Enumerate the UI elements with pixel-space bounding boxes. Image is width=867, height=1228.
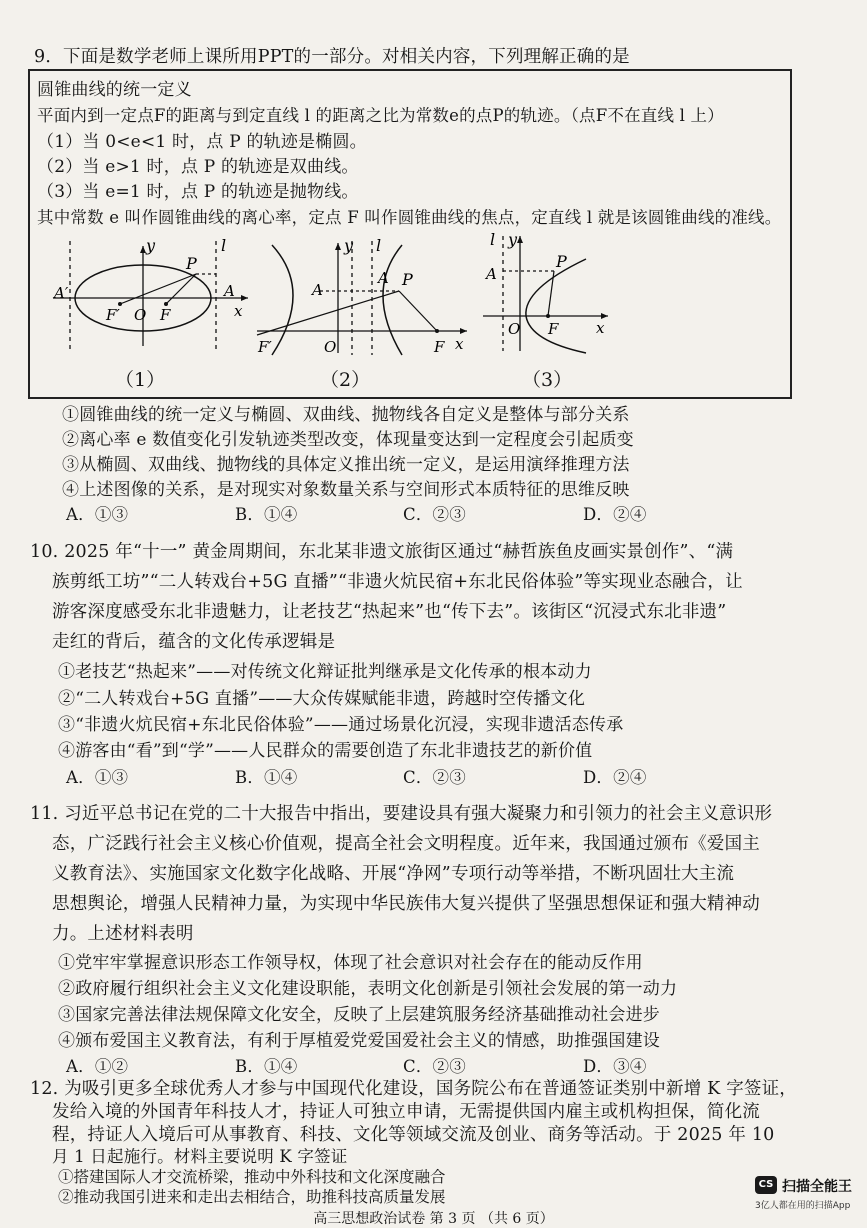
svg-text:O: O xyxy=(508,320,521,338)
q10-line-4: 走红的背后，蕴含的文化传承逻辑是 xyxy=(52,632,336,652)
watermark-tagline: 3亿人都在用的扫描App xyxy=(755,1201,851,1211)
page-footer: 高三思想政治试卷 第 3 页 （共 6 页） xyxy=(313,1211,554,1227)
q11-statement-2: ②政府履行组织社会主义文化建设职能，表明文化创新是引领社会发展的第一动力 xyxy=(58,979,678,999)
q10-line-1: 10. 2025 年“十一” 黄金周期间，东北某非遗文旅街区通过“赫哲族鱼皮画实景创作”、“满 xyxy=(30,542,734,562)
fig3-label: （3） xyxy=(522,369,573,391)
svg-text:O: O xyxy=(324,338,337,356)
q9-stem: 9．下面是数学老师上课所用PPT的一部分。对相关内容，下列理解正确的是 xyxy=(34,47,630,67)
svg-text:A: A xyxy=(486,265,497,283)
q10-statement-3: ③“非遗火炕民宿+东北民俗体验”——通过场景化沉浸，实现非遗活态传承 xyxy=(58,715,624,735)
q9-option-c: C．②③ xyxy=(403,505,466,524)
q12-statement-1: ①搭建国际人才交流桥梁，推动中外科技和文化深度融合 xyxy=(58,1168,446,1186)
svg-text:A′: A′ xyxy=(54,284,69,302)
svg-text:y: y xyxy=(146,236,156,255)
q9-option-a: A．①③ xyxy=(66,505,129,524)
box-line4: （3）当 e=1 时，点 P 的轨迹是抛物线。 xyxy=(37,182,359,202)
q10-option-d: D．②④ xyxy=(583,768,647,787)
q12-line-2: 发给入境的外国青年科技人才，持证人可独立申请，无需提供国内雇主或机构担保，简化流 xyxy=(52,1102,760,1122)
svg-text:F′: F′ xyxy=(106,306,120,324)
q10-option-a: A．①③ xyxy=(66,768,129,787)
q12-line-4: 月 1 日起施行。材料主要说明 K 字签证 xyxy=(52,1147,348,1166)
hyperbola-figure xyxy=(252,233,472,358)
box-line2: （1）当 0<e<1 时，点 P 的轨迹是椭圆。 xyxy=(37,132,367,152)
q12-statement-2: ②推动我国引进来和走出去相结合，助推科技高质量发展 xyxy=(58,1188,446,1206)
svg-text:A: A xyxy=(312,281,323,299)
svg-text:F: F xyxy=(160,306,171,324)
q10-option-b: B．①④ xyxy=(235,768,298,787)
fig2-label: （2） xyxy=(320,369,371,391)
watermark-app-name: 扫描全能王 xyxy=(782,1179,852,1195)
q10-option-c: C．②③ xyxy=(403,768,466,787)
q11-statement-3: ③国家完善法律法规保障文化安全，反映了上层建筑服务经济基础推动社会进步 xyxy=(58,1005,660,1025)
svg-text:P: P xyxy=(186,254,197,273)
q10-line-3: 游客深度感受东北非遗魅力，让老技艺“热起来”也“传下去”。该街区“沉浸式东北非遗” xyxy=(52,602,727,622)
q9-statement-1: ①圆锥曲线的统一定义与椭圆、双曲线、抛物线各自定义是整体与部分关系 xyxy=(62,405,630,425)
box-line3: （2）当 e>1 时，点 P 的轨迹是双曲线。 xyxy=(37,157,359,177)
svg-text:F: F xyxy=(434,338,445,356)
q11-line-2: 态，广泛践行社会主义核心价值观，提高全社会文明程度。近年来，我国通过颁布《爱国主 xyxy=(52,834,760,854)
svg-text:F: F xyxy=(548,320,559,338)
fig1-label: （1） xyxy=(115,369,166,391)
svg-text:y: y xyxy=(344,236,354,255)
q9-statement-3: ③从椭圆、双曲线、抛物线的具体定义推出统一定义，是运用演绎推理方法 xyxy=(62,455,630,475)
svg-text:x: x xyxy=(234,302,243,320)
q11-option-a: A．①② xyxy=(66,1057,129,1076)
svg-text:x: x xyxy=(455,335,464,353)
q12-line-1: 12. 为吸引更多全球优秀人才参与中国现代化建设，国务院公布在普通签证类别中新增 K 字签证， xyxy=(30,1079,797,1099)
svg-text:l: l xyxy=(490,231,496,249)
q10-line-2: 族剪纸工坊”“二人转戏台+5G 直播”“非遗火炕民宿+东北民俗体验”等实现业态融合，让 xyxy=(52,572,743,592)
q11-statement-1: ①党牢牢掌握意识形态工作领导权，体现了社会意识对社会存在的能动反作用 xyxy=(58,953,643,973)
q10-statement-1: ①老技艺“热起来”——对传统文化辩证批判继承是文化传承的根本动力 xyxy=(58,662,592,682)
svg-text:A: A xyxy=(224,282,235,300)
box-line5: 其中常数 e 叫作圆锥曲线的离心率，定点 F 叫作圆锥曲线的焦点，定直线 l 就是该圆锥曲线的准线。 xyxy=(37,208,782,227)
q10-statement-4: ④游客由“看”到“学”——人民群众的需要创造了东北非遗技艺的新价值 xyxy=(58,741,593,761)
q11-line-1: 11. 习近平总书记在党的二十大报告中指出，要建设具有强大凝聚力和引领力的社会主义意识形 xyxy=(30,804,773,824)
svg-text:x: x xyxy=(596,319,605,337)
q11-line-3: 义教育法》、实施国家文化数字化战略、开展“净网”专项行动等举措，不断巩固壮大主流 xyxy=(52,864,735,884)
box-line1: 平面内到一定点F的距离与到定直线 l 的距离之比为常数e的点P的轨迹。（点F不在直线 l 上） xyxy=(37,106,724,125)
svg-text:l: l xyxy=(376,236,382,255)
svg-text:A: A xyxy=(378,269,389,287)
q9-option-b: B．①④ xyxy=(235,505,298,524)
ellipse-figure xyxy=(48,236,258,356)
svg-text:O: O xyxy=(134,306,147,324)
svg-text:P: P xyxy=(556,252,567,271)
q11-option-b: B．①④ xyxy=(235,1057,298,1076)
q11-statement-4: ④颁布爱国主义教育法，有利于厚植爱党爱国爱社会主义的情感，助推强国建设 xyxy=(58,1031,660,1051)
q11-option-d: D．③④ xyxy=(583,1057,647,1076)
q11-option-c: C．②③ xyxy=(403,1057,466,1076)
box-title: 圆锥曲线的统一定义 xyxy=(37,80,192,100)
q9-statement-2: ②离心率 e 数值变化引发轨迹类型改变，体现量变达到一定程度会引起质变 xyxy=(62,430,634,450)
svg-text:y: y xyxy=(508,231,518,249)
camscanner-logo-icon: CS xyxy=(755,1176,777,1194)
svg-text:F′: F′ xyxy=(258,338,272,356)
q9-option-d: D．②④ xyxy=(583,505,647,524)
q11-line-5: 力。上述材料表明 xyxy=(52,924,194,944)
q10-statement-2: ②“二人转戏台+5G 直播”——大众传媒赋能非遗，跨越时空传播文化 xyxy=(58,689,586,709)
q12-line-3: 程，持证人入境后可从事教育、科技、文化等领域交流及创业、商务等活动。于 2025 年 10 xyxy=(52,1125,775,1145)
parabola-figure xyxy=(478,231,618,356)
svg-text:P: P xyxy=(402,270,413,289)
q11-line-4: 思想舆论，增强人民精神力量，为实现中华民族伟大复兴提供了坚强思想保证和强大精神动 xyxy=(52,894,760,914)
ppt-definition-box xyxy=(28,69,792,399)
q9-statement-4: ④上述图像的关系，是对现实对象数量关系与空间形式本质特征的思维反映 xyxy=(62,480,630,500)
svg-text:l: l xyxy=(221,236,227,255)
